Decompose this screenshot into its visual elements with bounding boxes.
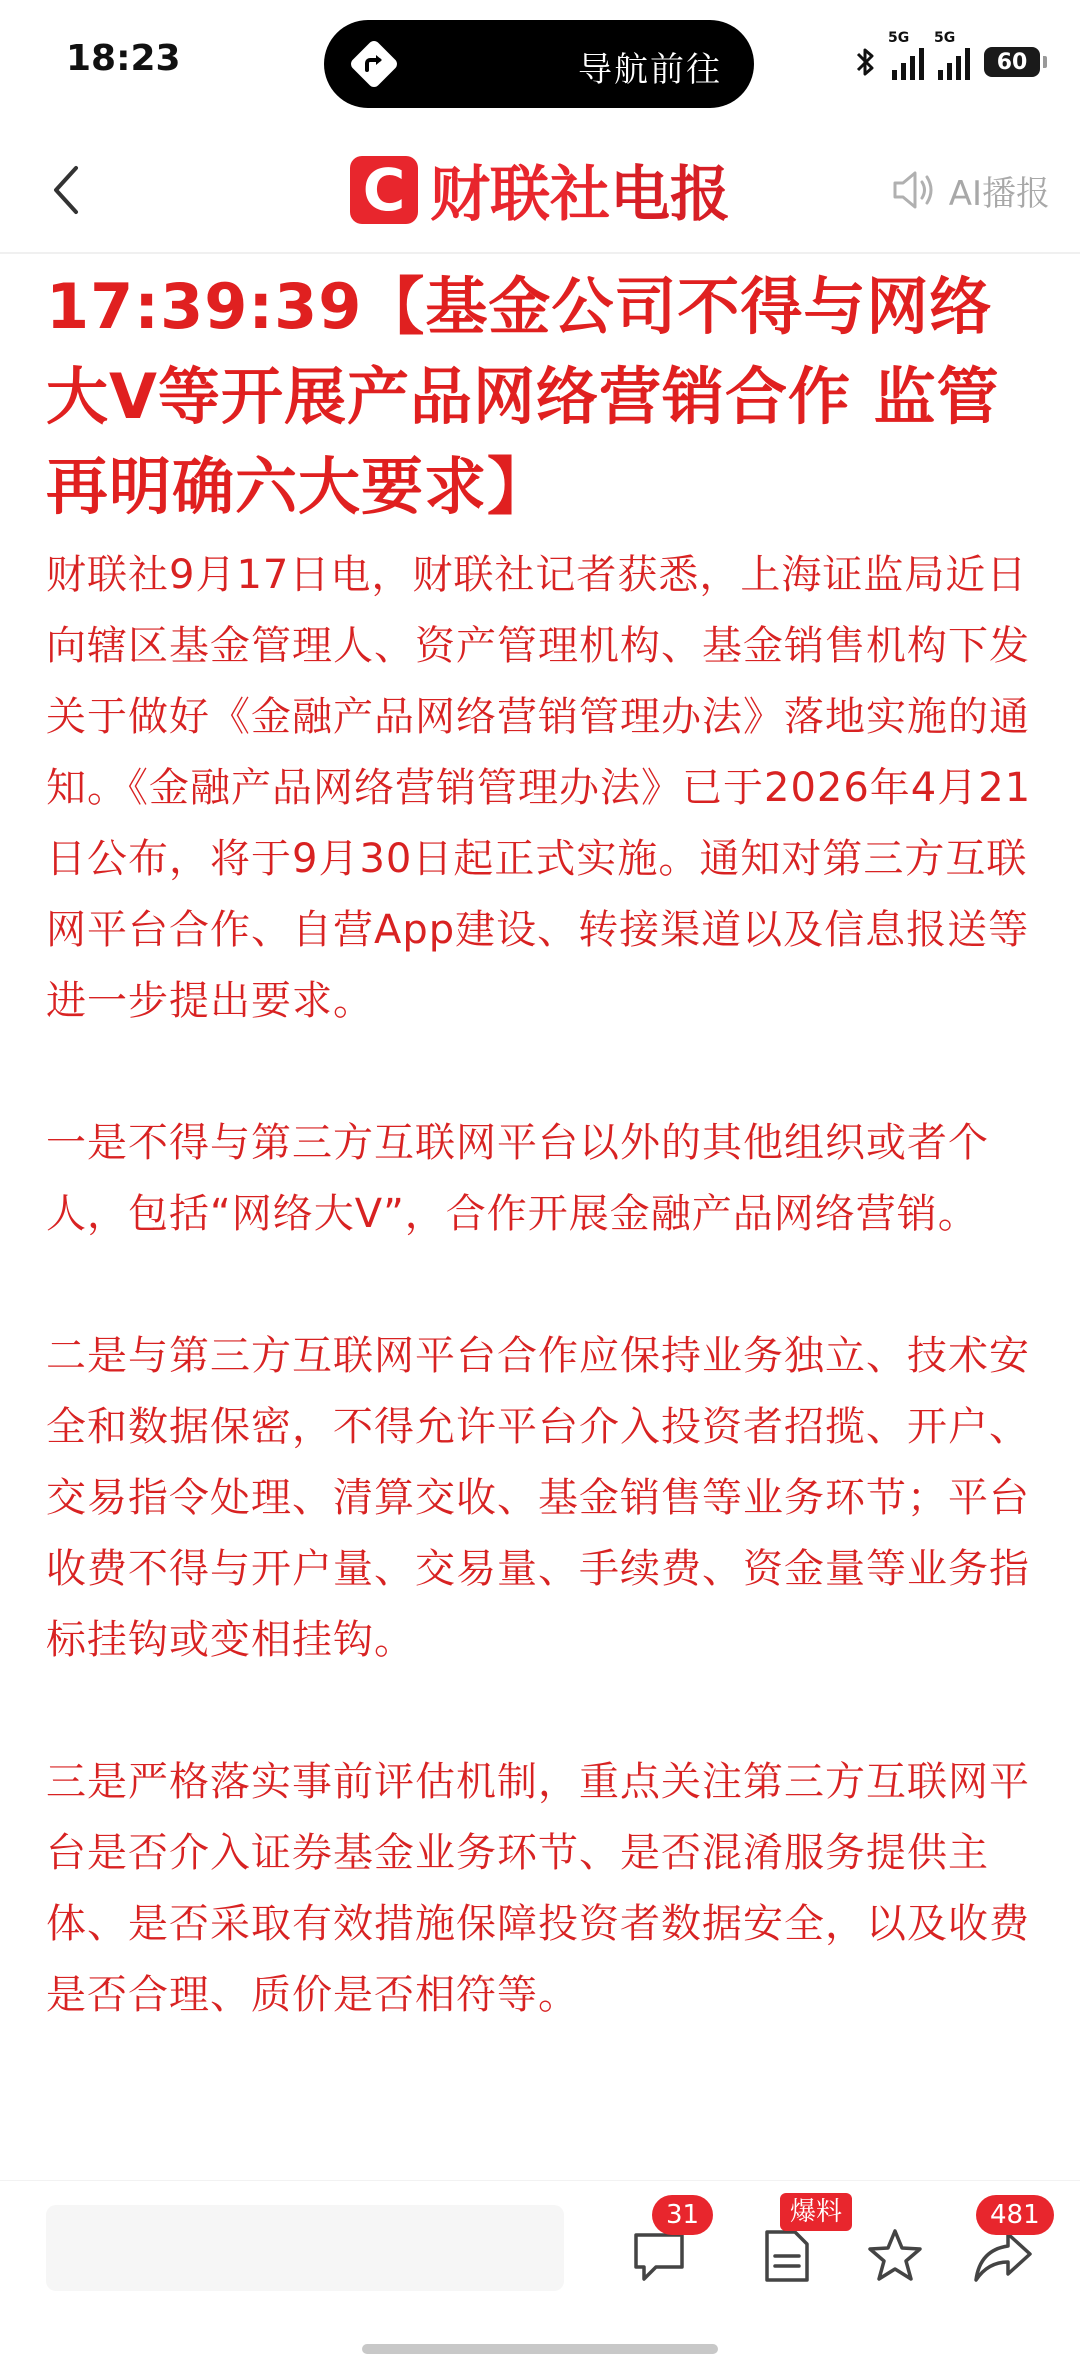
- network-type-2: 5G: [934, 30, 956, 46]
- cellular-signal-icon: [888, 30, 924, 80]
- article-paragraph: 二是与第三方互联网平台合作应保持业务独立、技术安全和数据保密，不得允许平台介入投资者招揽、开户、交易指令处理、清算交收、基金销售等业务环节；平台收费不得与开户量、交易量、手续费、资金量等业务指标挂钩或变相挂钩。: [46, 1333, 1030, 1663]
- logo-text: [430, 147, 730, 233]
- article-headline: 17:39:39【基金公司不得与网络大V等开展产品网络营销合作 监管再明确六大要求】: [46, 270, 1000, 523]
- logo-mark: C: [350, 156, 418, 224]
- comment-count-badge: 31: [652, 2195, 713, 2235]
- comment-input[interactable]: [46, 2205, 564, 2291]
- status-icons: [854, 30, 1040, 88]
- ai-broadcast-button[interactable]: [891, 164, 1050, 216]
- cls-telegraph-logo: [350, 150, 730, 230]
- network-type: 5G: [888, 30, 910, 46]
- logo-text-brand: 财联社: [430, 160, 610, 230]
- navigation-label: 导航前往: [578, 50, 722, 90]
- status-time: 18:23: [66, 38, 181, 79]
- article: [46, 262, 1042, 2031]
- ai-broadcast-label: AI播报: [948, 173, 1050, 214]
- battery-icon: [984, 47, 1040, 77]
- status-bar: [0, 0, 1080, 128]
- favorite-button[interactable]: [860, 2221, 930, 2291]
- article-paragraph: 一是不得与第三方互联网平台以外的其他组织或者个人，包括“网络大V”，合作开展金融产品网络营销。: [46, 1120, 989, 1237]
- cellular-signal-icon-2: [934, 30, 970, 80]
- tip-off-badge: 爆料: [780, 2193, 852, 2231]
- speaker-icon: [891, 169, 937, 211]
- star-icon: [865, 2226, 925, 2286]
- chevron-left-icon: [50, 164, 82, 216]
- bluetooth-icon: [854, 44, 878, 80]
- article-paragraph: 三是严格落实事前评估机制，重点关注第三方互联网平台是否介入证券基金业务环节、是否混淆服务提供主体、是否采取有效措施保障投资者数据安全，以及收费是否合理、质价是否相符等。: [46, 1759, 1030, 2018]
- tip-off-button[interactable]: [752, 2221, 822, 2291]
- comment-icon: [630, 2227, 688, 2285]
- navigation-pill[interactable]: [324, 20, 754, 108]
- article-body: [46, 540, 1042, 2031]
- article-paragraph: 财联社9月17日电，财联社记者获悉，上海证监局近日向辖区基金管理人、资产管理机构、基金销售机构下发关于做好《金融产品网络营销管理办法》落地实施的通知。《金融产品网络营销管理办法》已于2026年4月21日公布，将于9月30日起正式实施。通知对第三方互联网平台合作、自营App建设、转接渠道以及信息报送等进一步提出要求。: [46, 552, 1032, 1024]
- share-count-badge: 481: [976, 2195, 1054, 2235]
- logo-text-section: 电报: [610, 160, 730, 230]
- app-header: [0, 128, 1080, 254]
- back-button[interactable]: [36, 156, 96, 224]
- battery-level: 60: [996, 49, 1028, 75]
- share-icon: [972, 2228, 1034, 2284]
- document-icon: [761, 2226, 813, 2286]
- home-indicator[interactable]: [362, 2344, 718, 2354]
- turn-right-icon: [350, 40, 398, 88]
